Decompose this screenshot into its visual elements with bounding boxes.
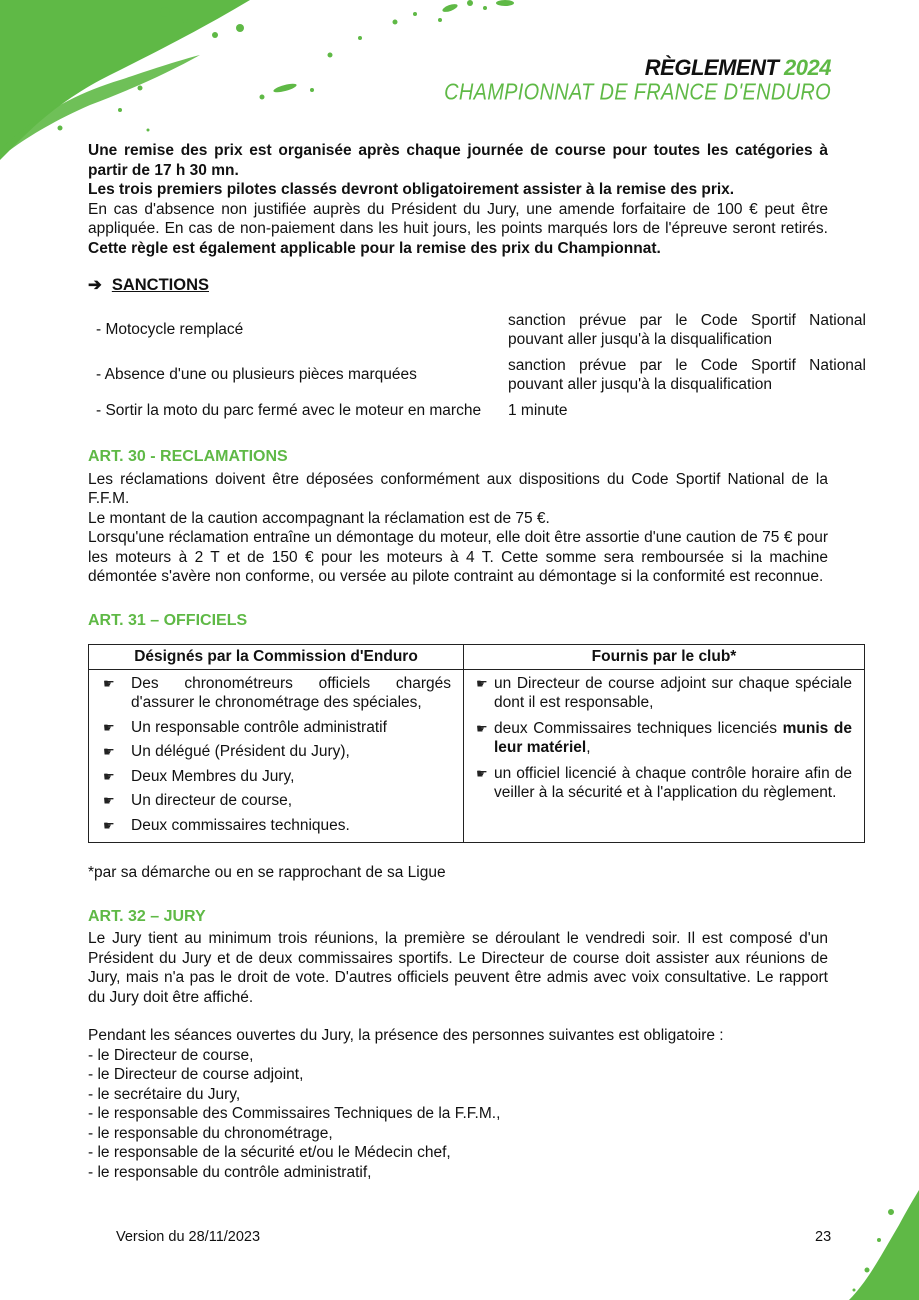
list-item-text: un officiel licencié à chaque contrôle horaire afin de veiller à la sécurité et à l'application du règlement. [494,764,852,801]
list-item [103,767,451,787]
list-item [103,816,451,836]
table-row [88,308,874,353]
art30-title: ART. 30 - RECLAMATIONS [88,448,288,465]
officiels-footnote: *par sa démarche ou en se rapprochant de sa Ligue [88,864,446,881]
list-item [103,674,451,713]
green-splash-decoration-bottom [779,1190,919,1300]
page-content [88,141,866,1182]
pointing-hand-icon: ☛ [103,719,115,735]
table-row [88,398,874,424]
list-item: - le responsable des Commissaires Techniques de la F.F.M., [88,1105,501,1122]
art32-title: ART. 32 – JURY [88,907,206,925]
jury-attendance-list [88,1046,828,1183]
list-item [103,718,451,738]
art31-title: ART. 31 – OFFICIELS [88,611,248,629]
officiels-table [88,644,865,843]
list-item-text: un Directeur de course adjoint sur chaque spéciale dont il est responsable, [494,674,852,711]
intro-paragraph-2: Les trois premiers pilotes classés devront obligatoirement assister à la remise des prix. [88,181,735,198]
sanction-penalty: sanction prévue par le Code Sportif National pouvant aller jusqu'à la disqualification [508,356,866,393]
pointing-hand-icon: ☛ [103,817,115,833]
list-item [103,791,451,811]
list-item [478,719,852,758]
table-row [88,353,874,398]
sanction-penalty: sanction prévue par le Code Sportif National pouvant aller jusqu'à la disqualification [508,311,866,348]
list-item: - le responsable du contrôle administratif, [88,1163,372,1181]
header-title [444,56,831,80]
list-item-text: Deux Membres du Jury, [131,767,295,785]
list-item-text-end: , [586,739,591,756]
list-item-text: Deux commissaires techniques. [131,816,350,834]
intro-paragraph-3 [88,200,828,259]
sanctions-table [88,308,874,424]
sanctions-heading [88,276,828,296]
list-item-text: Un délégué (Président du Jury), [131,743,350,760]
list-item [478,674,852,713]
commission-officials-cell [89,669,464,843]
header-subtitle: CHAMPIONNAT DE FRANCE D'ENDURO [444,80,831,106]
list-item: - le Directeur de course adjoint, [88,1066,304,1083]
club-officials-list [478,674,852,803]
pointing-hand-icon: ☛ [476,675,488,691]
pointing-hand-icon: ☛ [103,768,115,784]
sanction-offense: - Sortir la moto du parc fermé avec le moteur en marche [96,401,482,419]
list-item: - le responsable de la sécurité et/ou le Médecin chef, [88,1144,451,1161]
list-item: - le secrétaire du Jury, [88,1085,241,1103]
pointing-hand-icon: ☛ [103,744,115,759]
pointing-hand-icon: ☛ [103,793,115,808]
column-header-club: Fournis par le club* [464,645,865,670]
footer-version: Version du 28/11/2023 [116,1229,261,1245]
intro-p3-text: En cas d'absence non justifiée auprès du Président du Jury, une amende forfaitaire de 100 € peut être appliquée. En cas de non-paiement dans les huit jours, les points marqués lors de l'épreuve seront retirés. [88,200,828,237]
list-item-text: deux Commissaires techniques licenciés [494,719,783,737]
pointing-hand-icon: ☛ [476,720,488,736]
art30-paragraph-1: Les réclamations doivent être déposées conformément aux dispositions du Code Sportif National de la F.F.M. [88,470,828,507]
column-header-commission: Désignés par la Commission d'Enduro [89,645,464,670]
list-item: - le Directeur de course, [88,1046,254,1064]
sanction-offense: - Absence d'une ou plusieurs pièces marquées [96,366,417,384]
table-row [89,669,865,843]
document-header [444,55,831,106]
header-year: 2024 [784,55,831,80]
page-number: 23 [815,1229,832,1245]
pointing-hand-icon: ☛ [103,675,115,691]
list-item-text: Des chronométreurs officiels chargés d'assurer le chronométrage des spéciales, [131,674,451,711]
art30-paragraph-2: Le montant de la caution accompagnant la réclamation est de 75 €. [88,509,550,527]
art32-paragraph-1: Le Jury tient au minimum trois réunions, la première se déroulant le vendredi soir. Il est composé d'un Président du Jury et de deux commissaires sportifs. Le Directeur de course doit assister aux réunions de Jury, mais n'a pas le droit de vote. D'autres officiels peuvent être admis avec voix consultative. Le rapport du Jury doit être affiché. [88,930,828,1006]
intro-paragraph-1: Une remise des prix est organisée après chaque journée de course pour toutes les catégories à partir de 17 h 30 mn. [88,142,828,179]
list-item-bold-text: munis de leur matériel [494,719,852,756]
list-item: - le responsable du chronométrage, [88,1124,333,1142]
pointing-hand-icon: ☛ [476,765,488,781]
sanctions-title: SANCTIONS [111,276,209,294]
list-item-text: Un responsable contrôle administratif [131,718,387,736]
arrow-right-icon: ➔ [88,276,102,294]
sanction-penalty: 1 minute [508,401,568,419]
art30-paragraph-3: Lorsqu'une réclamation entraîne un démontage du moteur, elle doit être assortie d'une caution de 75 € pour les moteurs à 2 T et de 150 € pour les moteurs à 4 T. Cette somme sera remboursée si la machine démontée s'avère non conforme, ou versée au pilote contraint au démontage si la conformité est reconnue. [88,529,828,585]
header-reglement: RÈGLEMENT [644,55,779,80]
list-item [478,764,852,803]
commission-officials-list [103,674,451,836]
table-header-row [89,645,865,670]
list-item [103,742,451,762]
list-item-text: Un directeur de course, [131,792,293,809]
club-officials-cell [464,669,865,843]
intro-p3-bold: Cette règle est également applicable pour la remise des prix du Championnat. [88,239,661,257]
art32-paragraph-2: Pendant les séances ouvertes du Jury, la présence des personnes suivantes est obligatoire : [88,1027,724,1044]
sanction-offense: - Motocycle remplacé [96,321,244,339]
